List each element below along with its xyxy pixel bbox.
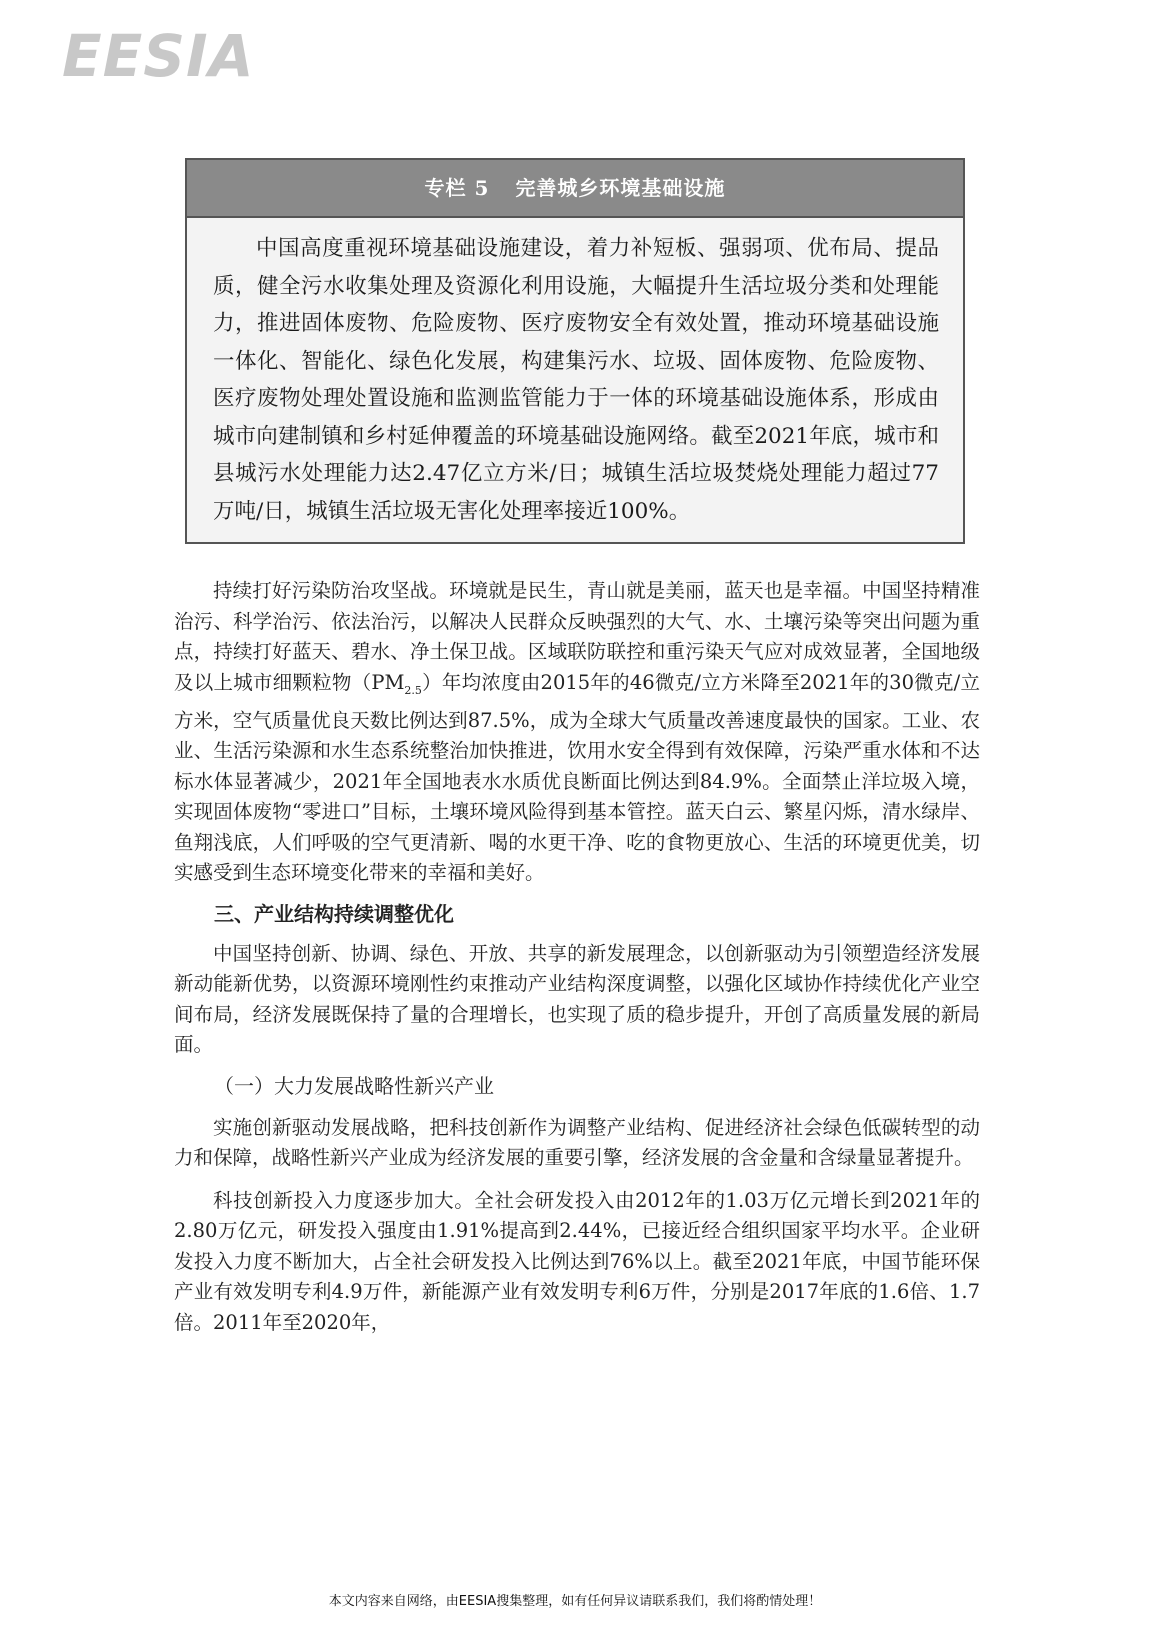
main-content [174,576,980,1338]
eesia-logo: EESIA [62,22,255,90]
column-box-header [187,160,963,218]
paragraph-industry-structure: 中国坚持创新、协调、绿色、开放、共享的新发展理念，以创新驱动为引领塑造经济发展新动能新优势，以资源环境刚性约束推动产业结构深度调整，以强化区域协作持续优化产业空间布局，经济发展既保持了量的合理增长，也实现了质的稳步提升，开创了高质量发展的新局面。 [174,941,980,1057]
section-heading: 三、产业结构持续调整优化 [214,901,454,926]
column-box-text: 中国高度重视环境基础设施建设，着力补短板、强弱项、优布局、提品质，健全污水收集处理及资源化利用设施，大幅提升生活垃圾分类和处理能力，推进固体废物、危险废物、医疗废物安全有效处置，推动环境基础设施一体化、智能化、绿色化发展，构建集污水、垃圾、固体废物、危险废物、医疗废物处理处置设施和监测监管能力于一体的环境基础设施体系，形成由城市向建制镇和乡村延伸覆盖的环境基础设施网络。截至2021年底，城市和县城污水处理能力达2.47亿立方米/日；城镇生活垃圾焚烧处理能力超过77万吨/日，城镇生活垃圾无害化处理率接近100%。 [213,236,939,524]
pm-subscript: 2.5 [404,683,422,697]
column-label: 专栏 5 [424,176,490,200]
paragraph-pollution: 持续打好污染防治攻坚战。环境就是民生，青山就是美丽，蓝天也是幸福。中国坚持精准治污、科学治污、依法治污，以解决人民群众反映强烈的大气、水、土壤污染等突出问题为重点，持续打好蓝天、碧水、净土保卫战。区域联防联控和重污染天气应对成效显著，全国地级及以上城市细颗粒物$(PM_{2.5})$年均浓度由2015年的46微克/立方米降至2021年的30微克/立方米，空气质量优良天数比例达到87.5%，成为全球大气质量改善速度最快的国家。工业、农业、生活污染源和水生态系统整治加快推进，饮用水安全得到有效保障，污染严重水体和不达标水体显著减少，2021年全国地表水水质优良断面比例达到84.9%。全面禁止洋垃圾入境，实现固体废物“零进口”目标，土壤环境风险得到基本管控。蓝天白云、繁星闪烁，清水绿岸、鱼翔浅底，人们呼吸的空气更清新、喝的水更干净、吃的食物更放心、生活的环境更优美，切实感受到生态环境变化带来的幸福和美好。 [174,579,980,885]
subsection-heading: （一）大力发展战略性新兴产业 [214,1073,494,1098]
paragraph-innovation-strategy: 实施创新驱动发展战略，把科技创新作为调整产业结构、促进经济社会绿色低碳转型的动力和保障，战略性新兴产业成为经济发展的重要引擎，经济发展的含金量和含绿量显著提升。 [174,1115,980,1170]
footer-note: 本文内容来自网络，由EESIA搜集整理，如有任何异议请联系我们，我们将酌情处理！ [328,1594,822,1609]
paragraph-rd-investment: 科技创新投入力度逐步加大。全社会研发投入由2012年的1.03万亿元增长到2021年的2.80万亿元，研发投入强度由1.91%提高到2.44%，已接近经合组织国家平均水平。企业研发投入力度不断加大，占全社会研发投入比例达到76%以上。截至2021年底，中国节能环保产业有效发明专利4.9万件，新能源产业有效发明专利6万件，分别是2017年底的1.6倍、1.7倍。2011年至2020年， [174,1188,980,1334]
column-box [185,158,965,544]
column-title: 完善城乡环境基础设施 [515,176,726,200]
